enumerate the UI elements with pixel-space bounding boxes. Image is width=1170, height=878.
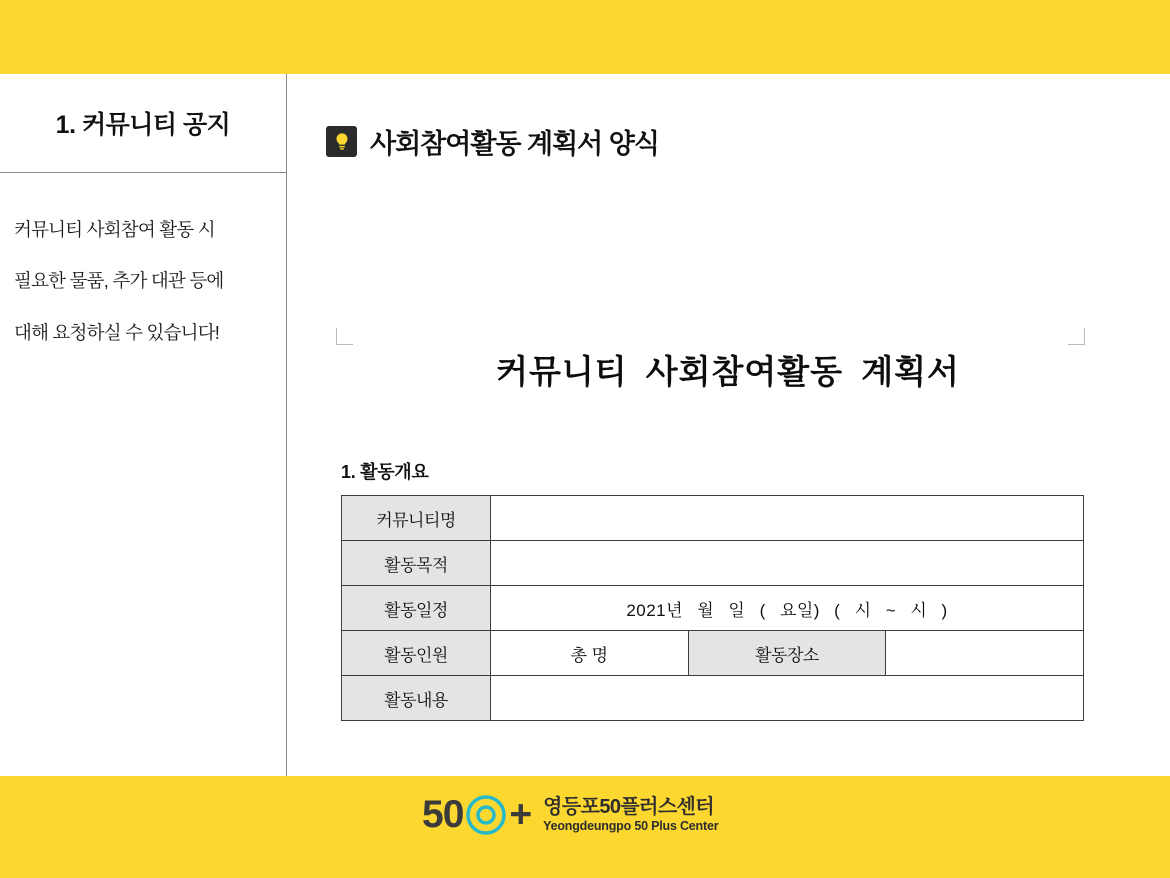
row-label-content: 활동내용	[342, 676, 491, 721]
table-row	[342, 541, 1084, 586]
left-panel-line-1: 커뮤니티 사회참여 활동 시	[14, 219, 215, 240]
logo-wordmark	[543, 796, 718, 833]
table-row	[342, 496, 1084, 541]
row-value-community-name[interactable]	[491, 496, 1084, 541]
row-label-schedule: 활동일정	[342, 586, 491, 631]
logo-number: 50	[422, 793, 464, 836]
document-subheading: 1. 활동개요	[341, 462, 429, 482]
table-row	[342, 676, 1084, 721]
left-panel-line-2: 필요한 물품, 추가 대관 등에	[14, 270, 224, 292]
document-preview	[328, 250, 1128, 730]
row-value-content[interactable]	[491, 676, 1084, 721]
logo-mark	[422, 793, 531, 837]
section-heading-label: 사회참여활동 계획서 양식	[370, 129, 659, 159]
top-accent-band	[0, 0, 1170, 74]
logo-name-ko: 영등포50플러스센터	[543, 796, 714, 819]
table-row	[342, 631, 1084, 676]
footer-logo	[422, 793, 718, 837]
right-panel	[288, 74, 1170, 776]
row-value-place[interactable]	[886, 631, 1084, 676]
target-circle-icon	[464, 793, 508, 837]
left-panel	[0, 74, 287, 776]
row-label-purpose: 활동목적	[342, 541, 491, 586]
crop-mark-left-icon	[336, 328, 353, 345]
page-title: 1. 커뮤니티 공지	[55, 111, 231, 139]
left-panel-title-area	[0, 74, 286, 173]
table-row	[342, 586, 1084, 631]
row-label-place: 활동장소	[688, 631, 886, 676]
row-label-participants: 활동인원	[342, 631, 491, 676]
row-value-participants[interactable]: 총 명	[491, 631, 689, 676]
left-panel-body	[14, 220, 272, 374]
lightbulb-icon	[326, 126, 357, 157]
activity-overview-table	[341, 495, 1084, 721]
crop-mark-right-icon	[1068, 328, 1085, 345]
logo-name-en: Yeongdeungpo 50 Plus Center	[543, 819, 719, 834]
logo-plus: +	[509, 793, 532, 836]
row-value-schedule[interactable]: 2021년 월 일 ( 요일) ( 시 ~ 시 )	[491, 586, 1084, 631]
row-value-purpose[interactable]	[491, 541, 1084, 586]
row-label-community-name: 커뮤니티명	[342, 496, 491, 541]
section-heading-row	[326, 122, 659, 161]
document-title: 커뮤니티 사회참여활동 계획서	[496, 353, 960, 390]
left-panel-line-3: 대해 요청하실 수 있습니다!	[14, 321, 220, 343]
